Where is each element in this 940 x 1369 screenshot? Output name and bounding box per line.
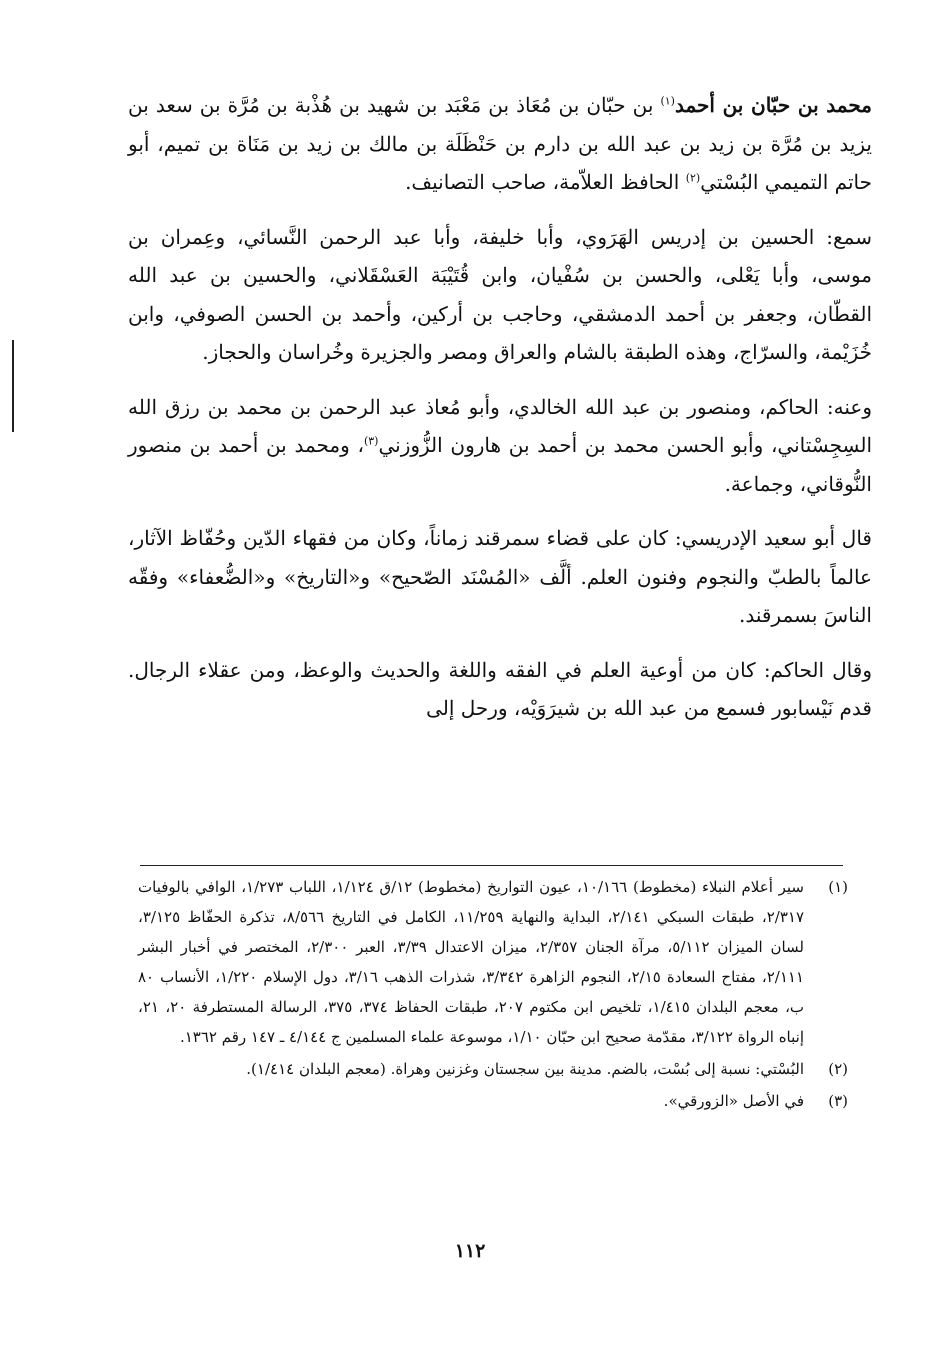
teachers-text: سمع: الحسين بن إدريس الهَرَوي، وأبا خليفة، وأبا عبد الرحمن النَّسائي، وعِمران بن موسى، وأبا يَعْلى، والحسن بن سُفْيان، وابن قُتَيْبَة العَسْقَلاني، والحسين بن عبد الله القطّان، وجعفر بن أحمد الدمشقي، وحاجب بن أركين، وأحمد بن الحسن الصوفي، وابن خُزَيْمة، والسرّاج، وهذه الطبقة بالشام والعراق ومصر والجزيرة وخُراسان والحجاز. <box>128 224 872 364</box>
footnote-1 <box>138 872 848 1052</box>
idrisi-quote-paragraph <box>128 519 872 635</box>
students-text-continued: ، ومحمد بن أحمد بن منصور النُّوقاني، وجماعة. <box>128 433 872 496</box>
footnote-text: في الأصل «الزورقي». <box>663 1092 804 1110</box>
hakim-quote-paragraph <box>128 651 872 728</box>
footnotes <box>138 872 848 1118</box>
lineage-text: بن حبّان بن مُعَاذ بن مَعْبَد بن شهيد بن هُذْبة بن مُرَّة بن سعد بن يزيد بن مُرَّة بن زيد بن عبد الله بن دارم بن حَنْظَلَة بن مالك بن زيد بن مَنَاة بن تميم، أبو حاتم التميمي البُسْتي <box>128 93 872 194</box>
biography-heading-paragraph <box>128 86 872 202</box>
students-paragraph <box>128 388 872 504</box>
footnote-3 <box>138 1086 848 1116</box>
page-number: ١١٢ <box>454 1240 486 1262</box>
footnote-text: سير أعلام النبلاء (مخطوط) ١٠/١٦٦، عيون التواريخ (مخطوط) ١٢/ق ١/١٢٤، اللباب ١/٢٧٣، الوافي بالوفيات ٢/٣١٧، طبقات السبكي ٢/١٤١، البداية والنهاية ١١/٢٥٩، الكامل في التاريخ ٨/٥٦٦، تذكرة الحفّاظ ٣/١٢٥، لسان الميزان ٥/١١٢، مرآة الجنان ٢/٣٥٧، ميزان الاعتدال ٣/٣٩، العبر ٢/٣٠٠، المختصر في أخبار البشر ٢/١١١، مفتاح السعادة ٢/١٥، النجوم الزاهرة ٣/٣٤٢، شذرات الذهب ٣/١٦، دول الإسلام ١/٢٢٠، الأنساب ٨٠ ب، معجم البلدان ١/٤١٥، تلخيص ابن مكتوم ٢٠٧، طبقات الحفاظ ٣٧٤، ٣٧٥، الرسالة المستطرفة ٢٠، ٢١، إنباه الرواة ٣/١٢٢، مقدّمة صحيح ابن حبّان ١/١٠، موسوعة علماء المسلمين ج ٤/١٤٤ ـ ١٤٧ رقم ١٣٦٢. <box>138 878 805 1046</box>
footnote-marker: (٢) <box>828 1060 848 1078</box>
footnote-2 <box>138 1054 848 1084</box>
teachers-paragraph <box>128 218 872 372</box>
footnote-ref-1[interactable]: (١) <box>660 94 675 108</box>
subject-name: محمد بن حبّان بن أحمد <box>674 93 872 117</box>
idrisi-quote-text: قال أبو سعيد الإدريسي: كان على قضاء سمرقند زماناً، وكان من فقهاء الدّين وحُفّاظ الآثار، عالماً بالطبّ والنجوم وفنون العلم. ألَّف «المُسْنَد الصّحيح» و«التاريخ» و«الضُّعفاء» وفقّه الناسَ بسمرقند. <box>128 526 872 627</box>
footnote-marker: (٣) <box>828 1092 848 1110</box>
footnote-ref-3[interactable]: (٣) <box>363 434 379 448</box>
margin-bar <box>12 340 14 432</box>
titles-text: الحافظ العلاّمة، صاحب التصانيف. <box>405 170 680 194</box>
students-text: وعنه: الحاكم، ومنصور بن عبد الله الخالدي، وأبو مُعاذ عبد الرحمن بن محمد بن رزق الله السِجِسْتاني، وأبو الحسن محمد بن أحمد بن هارون الزُّوزني <box>128 394 873 457</box>
footnote-marker: (١) <box>828 878 848 896</box>
footnote-separator <box>140 865 843 866</box>
hakim-quote-text: وقال الحاكم: كان من أوعية العلم في الفقه واللغة والحديث والوعظ، ومن عقلاء الرجال. قدم نَيْسابور فسمع من عبد الله بن شيرَوَيْه، ورحل إلى <box>128 657 872 720</box>
page-body <box>128 86 872 744</box>
footnote-ref-2[interactable]: (٢) <box>685 171 701 185</box>
footnote-text: البُسْتي: نسبة إلى بُسْت، بالضم. مدينة بين سجستان وغزنين وهراة. (معجم البلدان ١/٤١٤). <box>246 1060 804 1078</box>
